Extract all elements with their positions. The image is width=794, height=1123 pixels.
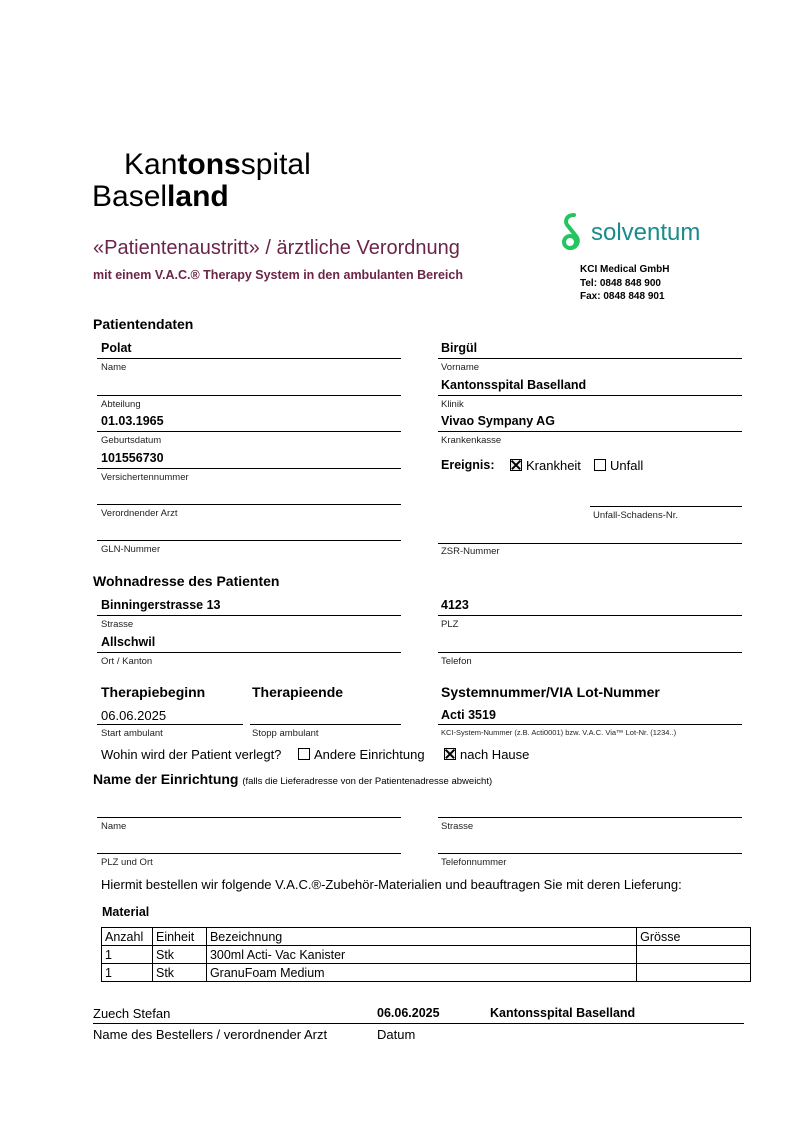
abteilung-label: Abteilung	[101, 399, 141, 410]
section-einrichtung	[93, 771, 492, 787]
telefon-line	[438, 652, 742, 653]
strasse-line	[97, 615, 401, 616]
material-title: Material	[102, 905, 150, 919]
einrichtung-plz-ort-label: PLZ und Ort	[101, 857, 153, 868]
document-subtitle: mit einem V.A.C.® Therapy System in den ambulanten Bereich	[93, 268, 463, 282]
nach-hause-option[interactable]	[444, 747, 529, 762]
telefon-label: Telefon	[441, 656, 472, 667]
unfall-option[interactable]	[594, 458, 643, 473]
name-field[interactable]: Polat	[101, 341, 132, 355]
einrichtung-strasse-line	[438, 817, 742, 818]
unfall-label: Unfall	[610, 458, 644, 473]
systemnummer-title: Systemnummer/VIA Lot-Nummer	[441, 684, 660, 700]
gln-label: GLN-Nummer	[101, 544, 161, 555]
unfall-schadens-nr-line	[590, 506, 742, 507]
andere-einrichtung-checkbox[interactable]	[298, 748, 310, 760]
klinik-label: Klinik	[441, 399, 464, 410]
table-cell[interactable]: 1	[102, 964, 153, 982]
systemnummer-label: KCI-System-Nummer (z.B. Acti0001) bzw. V.A.C. Via™ Lot-Nr. (1234..)	[441, 728, 677, 737]
plz-label: PLZ	[441, 619, 459, 630]
nach-hause-checkbox[interactable]	[444, 748, 456, 760]
ort-field[interactable]: Allschwil	[101, 635, 156, 649]
stopp-ambulant-label: Stopp ambulant	[252, 728, 319, 739]
plz-line	[438, 615, 742, 616]
unfall-schadens-nr-label: Unfall-Schadens-Nr.	[593, 510, 679, 521]
table-cell[interactable]: GranuFoam Medium	[206, 964, 636, 982]
kci-contact	[580, 263, 669, 304]
kantonsspital-logo-line1: Kantonsspital	[124, 148, 311, 181]
table-cell[interactable]: 1	[102, 946, 153, 964]
section-patientendaten: Patientendaten	[93, 316, 194, 332]
einrichtung-telefon-line	[438, 853, 742, 854]
kci-tel: Tel: 0848 848 900	[580, 277, 661, 289]
verlegung-question: Wohin wird der Patient verlegt?	[101, 747, 282, 762]
table-row	[102, 964, 751, 982]
abteilung-line	[97, 395, 401, 396]
table-cell[interactable]: Stk	[152, 964, 206, 982]
kci-company: KCI Medical GmbH	[580, 264, 670, 275]
geburtsdatum-line	[97, 431, 401, 432]
bestell-datum[interactable]: 06.06.2025	[377, 1006, 440, 1020]
start-ambulant-line	[97, 724, 243, 725]
strasse-field[interactable]: Binningerstrasse 13	[101, 598, 221, 612]
zsr-line	[438, 543, 742, 544]
table-cell[interactable]: 300ml Acti- Vac Kanister	[206, 946, 636, 964]
document-title: «Patientenaustritt» / ärztliche Verordnung	[93, 237, 460, 259]
ort-line	[97, 652, 401, 653]
stopp-ambulant-line	[250, 724, 401, 725]
datum-label: Datum	[377, 1027, 416, 1042]
krankenkasse-label: Krankenkasse	[441, 435, 502, 446]
signature-line	[93, 1023, 744, 1024]
einrichtung-telefon-label: Telefonnummer	[441, 857, 507, 868]
material-table	[101, 927, 751, 982]
kci-fax: Fax: 0848 848 901	[580, 291, 665, 302]
einrichtung-title: Name der Einrichtung	[93, 771, 239, 787]
start-ambulant-field[interactable]: 06.06.2025	[101, 708, 167, 723]
ort-label: Ort / Kanton	[101, 656, 153, 667]
andere-einrichtung-option[interactable]	[298, 747, 425, 762]
column-header: Grösse	[637, 928, 751, 946]
plz-field[interactable]: 4123	[441, 598, 469, 612]
table-row	[102, 946, 751, 964]
einrichtung-name-line	[97, 817, 401, 818]
krankenkasse-line	[438, 431, 742, 432]
andere-einrichtung-label: Andere Einrichtung	[314, 747, 425, 762]
versichertennummer-field[interactable]: 101556730	[101, 451, 164, 465]
solventum-logo-icon	[558, 212, 586, 252]
geburtsdatum-label: Geburtsdatum	[101, 435, 162, 446]
besteller-label: Name des Bestellers / verordnender Arzt	[93, 1027, 328, 1042]
besteller-name[interactable]: Zuech Stefan	[93, 1006, 171, 1021]
klinik-field[interactable]: Kantonsspital Baselland	[441, 378, 587, 392]
krankheit-option[interactable]	[510, 458, 581, 473]
krankheit-checkbox[interactable]	[510, 459, 522, 471]
name-line	[97, 358, 401, 359]
kantonsspital-logo-line2: Baselland	[92, 180, 229, 213]
table-header-row	[102, 928, 751, 946]
zsr-label: ZSR-Nummer	[441, 546, 500, 557]
solventum-brand: solventum	[591, 219, 701, 246]
strasse-label: Strasse	[101, 619, 134, 630]
table-cell[interactable]	[637, 946, 751, 964]
krankenkasse-field[interactable]: Vivao Sympany AG	[441, 414, 555, 428]
vorname-line	[438, 358, 742, 359]
versichertennummer-line	[97, 468, 401, 469]
einrichtung-strasse-label: Strasse	[441, 821, 474, 832]
gln-line	[97, 540, 401, 541]
ereignis-label: Ereignis:	[441, 458, 495, 472]
column-header: Einheit	[152, 928, 206, 946]
klinik-line	[438, 395, 742, 396]
einrichtung-plz-ort-line	[97, 853, 401, 854]
name-label: Name	[101, 362, 127, 373]
verordnender-arzt-label: Verordnender Arzt	[101, 508, 178, 519]
einrichtung-name-label: Name	[101, 821, 127, 832]
column-header: Anzahl	[102, 928, 153, 946]
versichertennummer-label: Versichertennummer	[101, 472, 189, 483]
bestell-klinik[interactable]: Kantonsspital Baselland	[490, 1006, 636, 1020]
start-ambulant-label: Start ambulant	[101, 728, 163, 739]
table-cell[interactable]: Stk	[152, 946, 206, 964]
geburtsdatum-field[interactable]: 01.03.1965	[101, 414, 164, 428]
krankheit-label: Krankheit	[526, 458, 581, 473]
section-wohnadresse: Wohnadresse des Patienten	[93, 573, 280, 589]
unfall-checkbox[interactable]	[594, 459, 606, 471]
systemnummer-field[interactable]: Acti 3519	[441, 708, 496, 722]
systemnummer-line	[438, 724, 742, 725]
einrichtung-note: (falls die Lieferadresse von der Patientenadresse abweicht)	[242, 776, 493, 787]
nach-hause-label: nach Hause	[460, 747, 530, 762]
therapiebeginn-title: Therapiebeginn	[101, 684, 206, 700]
column-header: Bezeichnung	[206, 928, 636, 946]
verordnender-arzt-line	[97, 504, 401, 505]
vorname-label: Vorname	[441, 362, 480, 373]
therapieende-title: Therapieende	[252, 684, 344, 700]
vorname-field[interactable]: Birgül	[441, 341, 478, 355]
order-intro: Hiermit bestellen wir folgende V.A.C.®-Zubehör-Materialien und beauftragen Sie mit deren Lieferung:	[101, 877, 682, 892]
table-cell[interactable]	[637, 964, 751, 982]
